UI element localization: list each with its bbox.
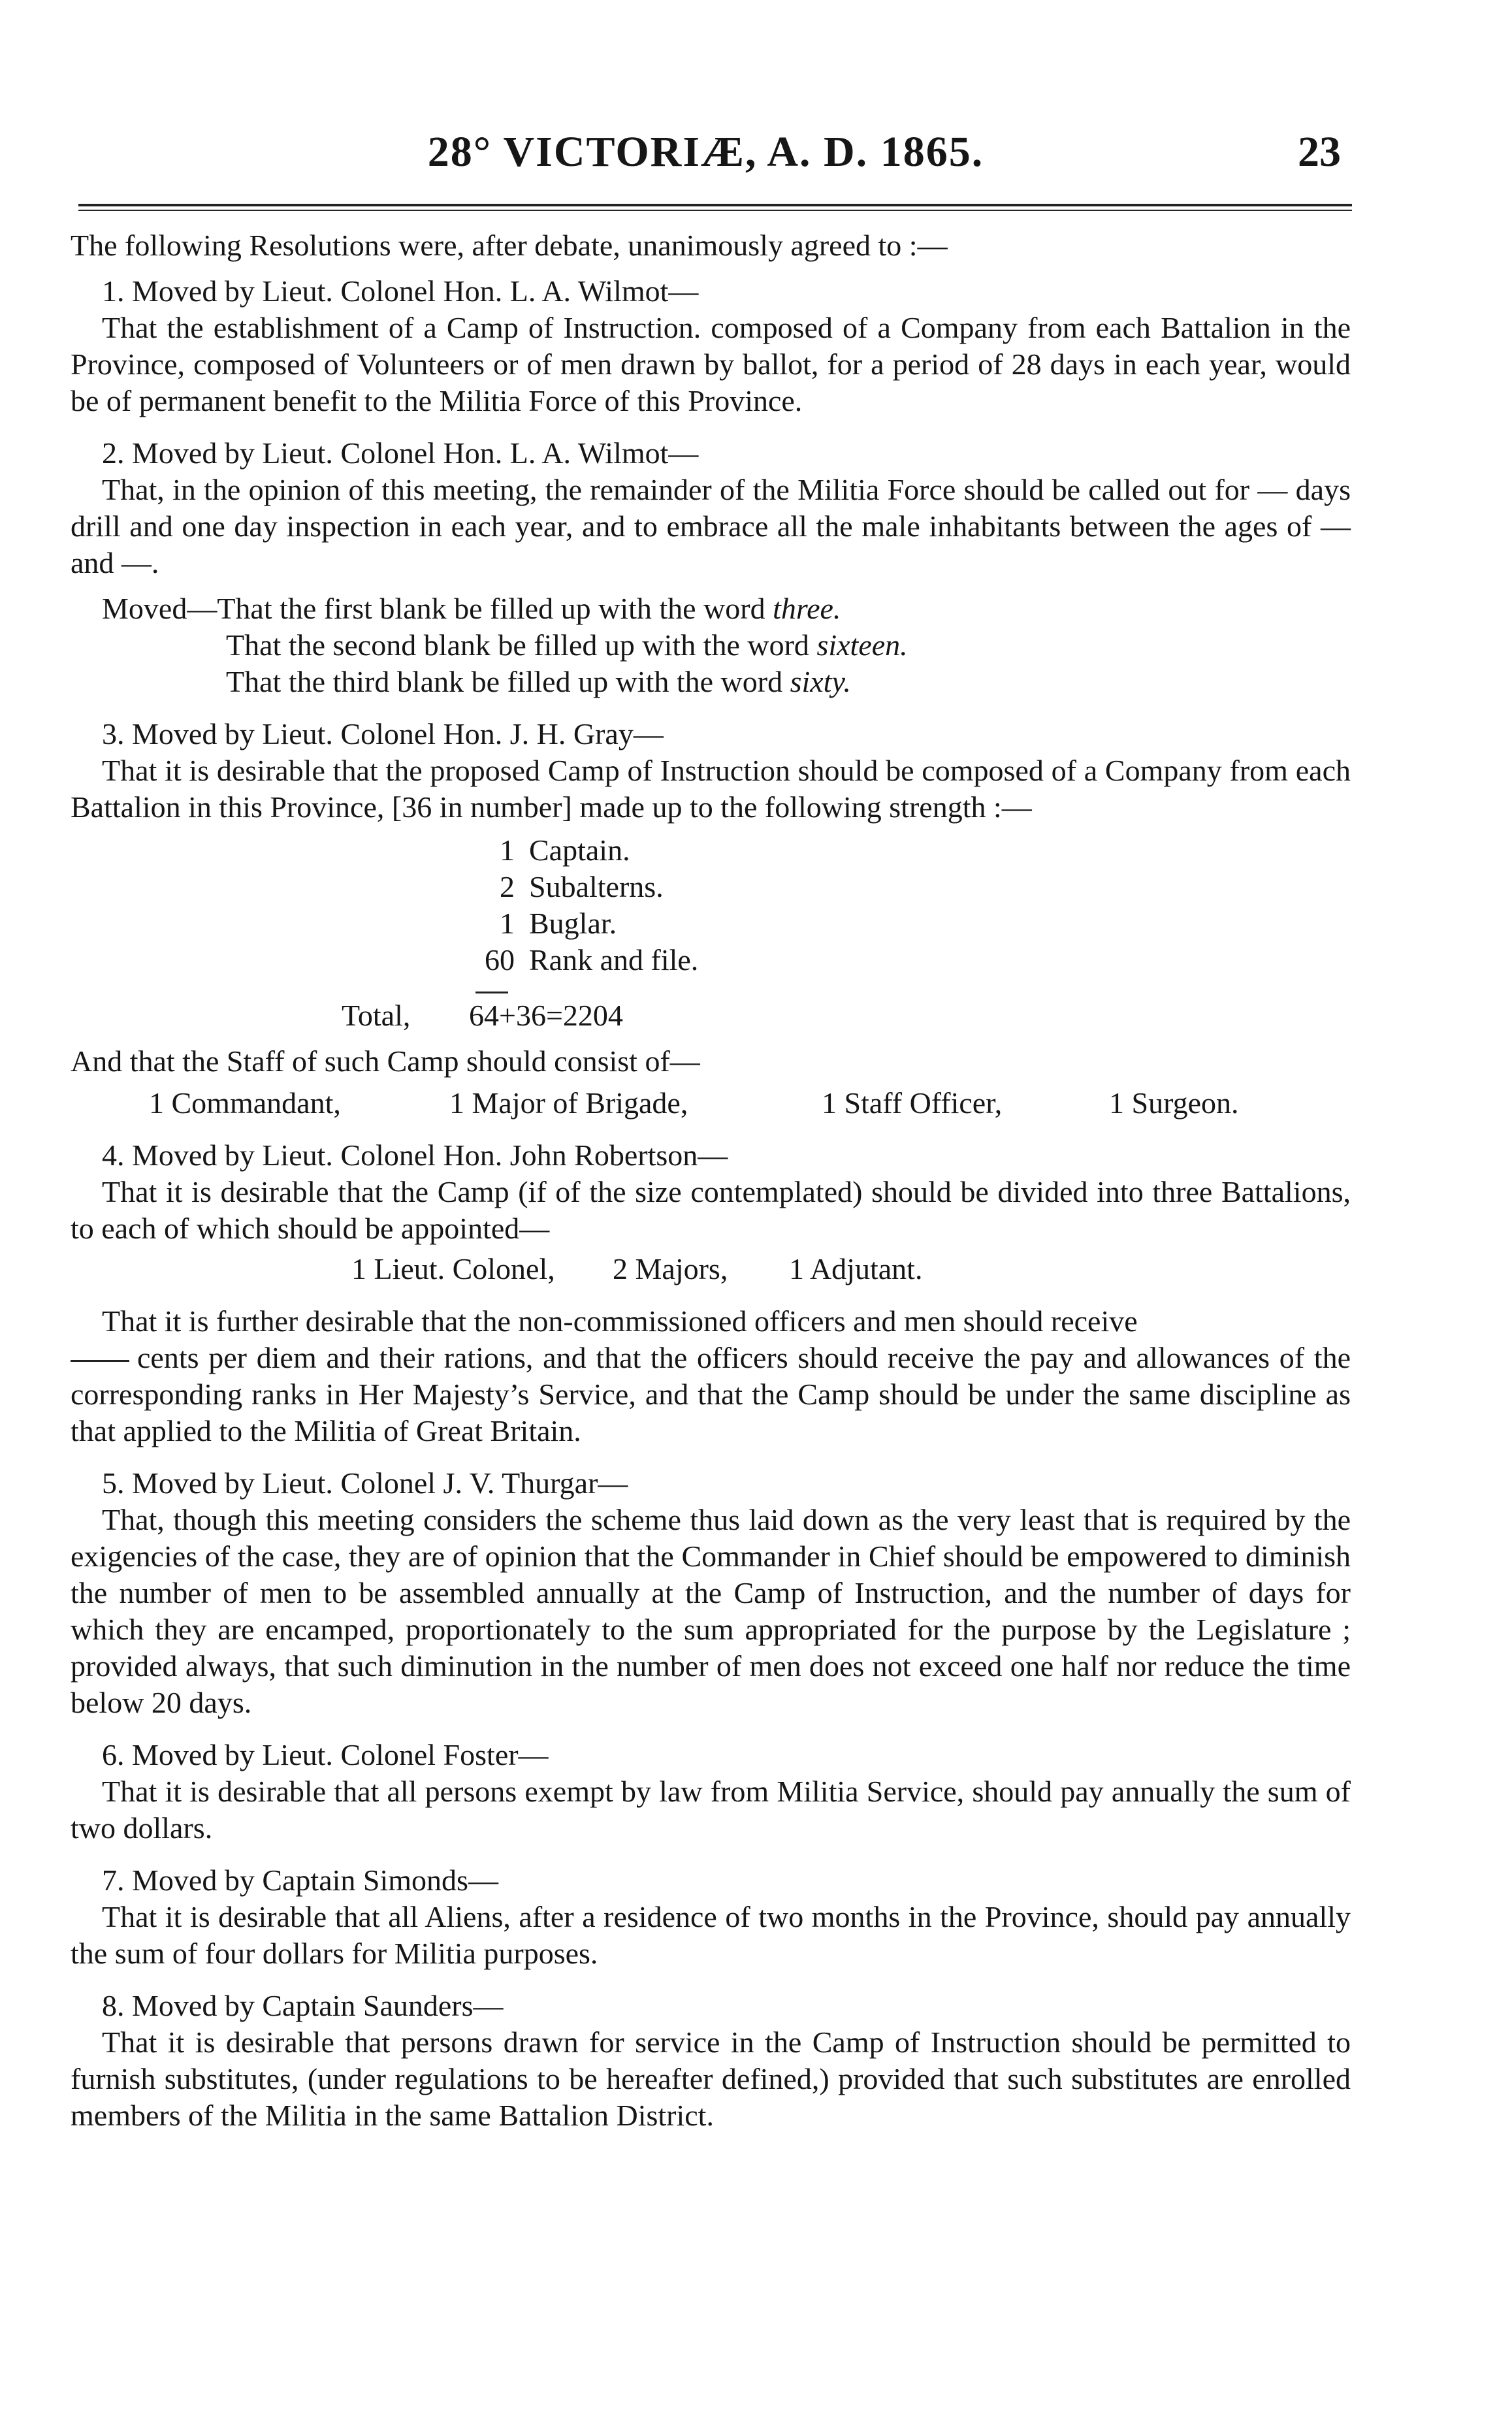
header-rule-thick <box>78 204 1352 206</box>
resolution-4-text: That it is desirable that the Camp (if of the size contemplated) should be divided into three Battalions, to each of which should be appointed— <box>71 1175 1351 1245</box>
resolution-5-text: That, though this meeting considers the scheme thus laid down as the very least that is required by the exigencies of the case, they are of opinion that the Commander in Chief should be empowered to diminish the number of men to be assembled annually at the Camp of Instruction, and the number of days for which they are encamped, proportionately to the sum appropriated for the purpose by the Legislature ; provided always, that such diminution in the number of men does not exceed one half nor reduce the time below 20 days. <box>71 1503 1351 1719</box>
strength-rank: Buglar. <box>529 907 617 940</box>
amendment-3-word: sixty. <box>790 665 851 698</box>
resolution-7-mover: 7. Moved by Captain Simonds— <box>102 1863 498 1897</box>
intro-line: The following Resolutions were, after debate, unanimously agreed to :— <box>71 229 948 262</box>
strength-total <box>71 997 1351 1034</box>
resolution-3-mover: 3. Moved by Lieut. Colonel Hon. J. H. Gray— <box>102 717 664 750</box>
resolution-2-text: That, in the opinion of this meeting, the remainder of the Militia Force should be called out for — days drill and one day inspection in each year, and to embrace all the male inhabitants between the ages of — and —. <box>71 473 1351 579</box>
amendment-2 <box>71 627 1351 664</box>
resolution-3-text: That it is desirable that the proposed Camp of Instruction should be composed of a Company from each Battalion in this Province, [36 in number] made up to the following strength :— <box>71 754 1351 824</box>
total-value: 64+36=2204 <box>469 999 623 1032</box>
resolution-4-text-2b-words: cents per diem and their rations, and that the officers should receive the pay and allowances of the corresponding ranks in Her Majesty’s Service, and that the Camp should be under the same discipline as that applied to the Militia of Great Britain. <box>71 1341 1351 1447</box>
staff-item: 1 Staff Officer, <box>822 1086 1003 1120</box>
resolution-6-mover: 6. Moved by Lieut. Colonel Foster— <box>102 1738 549 1771</box>
strength-number: 60 <box>485 943 515 976</box>
officer-item: 2 Majors, <box>613 1252 728 1285</box>
resolution-8-mover: 8. Moved by Captain Saunders— <box>102 1989 504 2022</box>
resolution-1-text: That the establishment of a Camp of Instruction. composed of a Company from each Battalion in the Province, composed of Volunteers or of men drawn by ballot, for a period of 28 days in each year, would be of permanent benefit to the Militia Force of this Province. <box>71 311 1351 417</box>
strength-row <box>71 832 1351 869</box>
resolution-4-mover: 4. Moved by Lieut. Colonel Hon. John Robertson— <box>102 1138 728 1172</box>
staff-item: 1 Commandant, <box>149 1086 341 1120</box>
resolution-7-text: That it is desirable that all Aliens, after a residence of two months in the Province, should pay annually the sum of four dollars for Militia purposes. <box>71 1900 1351 1970</box>
staff-item: 1 Major of Brigade, <box>449 1086 688 1120</box>
strength-row <box>71 942 1351 978</box>
resolution-8-text: That it is desirable that persons drawn for service in the Camp of Instruction should be permitted to furnish substitutes, (under regulations to be hereafter defined,) provided that such substitutes are enrolled members of the Militia in the same Battalion District. <box>71 2025 1351 2132</box>
battalion-officers <box>71 1251 1351 1287</box>
resolution-4-text-2a: That it is further desirable that the non-commissioned officers and men should receive <box>102 1304 1138 1338</box>
resolution-4-text-2b <box>71 1340 1351 1449</box>
header-rule-thin <box>78 210 1352 211</box>
staff-item: 1 Surgeon. <box>1109 1086 1239 1120</box>
amendment-2-text: That the second blank be filled up with the word <box>226 628 817 662</box>
strength-row <box>71 905 1351 942</box>
strength-number: 2 <box>500 870 515 903</box>
strength-number: 1 <box>500 907 515 940</box>
sum-rule <box>475 992 508 993</box>
staff-intro: And that the Staff of such Camp should consist of— <box>71 1044 700 1078</box>
strength-row <box>71 869 1351 905</box>
total-label: Total, <box>342 999 411 1032</box>
running-title: 28° VICTORIÆ, A. D. 1865. <box>427 128 984 176</box>
resolution-5-mover: 5. Moved by Lieut. Colonel J. V. Thurgar— <box>102 1466 628 1500</box>
staff-list <box>71 1085 1351 1121</box>
amendment-1-text: Moved—That the first blank be filled up with the word <box>102 592 773 625</box>
officer-item: 1 Adjutant. <box>789 1252 923 1285</box>
strength-rank: Captain. <box>529 833 630 867</box>
page-header <box>71 128 1341 180</box>
resolution-2-mover: 2. Moved by Lieut. Colonel Hon. L. A. Wilmot— <box>102 436 699 470</box>
strength-rank: Subalterns. <box>529 870 664 903</box>
blank-dash <box>71 1360 129 1362</box>
amendment-3-text: That the third blank be filled up with the word <box>226 665 790 698</box>
page-number: 23 <box>1298 128 1341 176</box>
company-strength-list <box>71 832 1351 1034</box>
strength-rank: Rank and file. <box>529 943 699 976</box>
document-body <box>71 227 1351 2134</box>
amendment-2-word: sixteen. <box>816 628 908 662</box>
amendment-3 <box>71 664 1351 700</box>
amendment-1 <box>71 590 1351 627</box>
resolution-1-mover: 1. Moved by Lieut. Colonel Hon. L. A. Wilmot— <box>102 274 699 308</box>
officer-item: 1 Lieut. Colonel, <box>351 1252 555 1285</box>
amendment-1-word: three. <box>773 592 841 625</box>
strength-number: 1 <box>500 833 515 867</box>
resolution-6-text: That it is desirable that all persons exempt by law from Militia Service, should pay annually the sum of two dollars. <box>71 1775 1351 1845</box>
